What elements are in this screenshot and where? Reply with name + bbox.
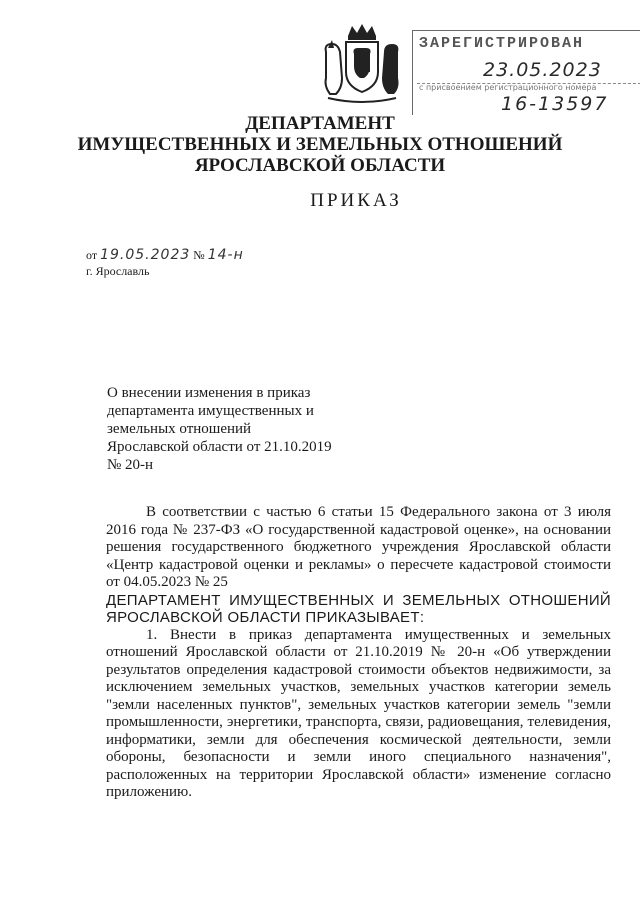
stamp-caption: с присвоением регистрационного номера <box>419 83 597 92</box>
department-header <box>0 113 640 176</box>
order-city: г. Ярославль <box>86 264 150 278</box>
from-label: от <box>86 248 98 262</box>
subject-line: Ярославской области от 21.10.2019 <box>107 439 332 455</box>
stamp-date: 23.05.2023 <box>483 59 602 81</box>
order-date: 19.05.2023 <box>100 247 191 263</box>
registration-stamp <box>412 30 640 115</box>
subject-line: департамента имущественных и <box>107 403 314 419</box>
decree-line: ДЕПАРТАМЕНТ ИМУЩЕСТВЕННЫХ И ЗЕМЕЛЬНЫХ ОТНОШЕНИЙ ЯРОСЛАВСКОЙ ОБЛАСТИ ПРИКАЗЫВАЕТ: <box>106 591 611 626</box>
subject-line: О внесении изменения в приказ <box>107 385 311 401</box>
number-label: № <box>193 248 205 262</box>
stamp-number: 16-13597 <box>501 93 609 115</box>
order-number: 14-н <box>207 247 244 263</box>
subject-line: № 20-н <box>107 457 154 473</box>
coat-of-arms-icon <box>318 22 406 108</box>
department-line-2: ИМУЩЕСТВЕННЫХ И ЗЕМЕЛЬНЫХ ОТНОШЕНИЙ <box>77 134 563 155</box>
order-body <box>106 504 611 802</box>
stamp-title: ЗАРЕГИСТРИРОВАН <box>419 35 585 52</box>
order-dateline <box>86 247 244 263</box>
item-1-paragraph: 1. Внести в приказ департамента имущественных и земельных отношений Ярославской области от 21.10.2019 № 20-н «Об утверждении результатов определения кадастровой стоимости объектов недвижимости, за исключением земельных участков, земельных участков категории земель "земли населенных пунктов", земельных участков категории земель "земли промышленности, энергетики, транспорта, связи, радиовещания, телевидения, информатики, земли для обеспечения космической деятельности, земли обороны, безопасности и земли иного специального назначения", расположенных на территории Ярославской области» изменение согласно приложению. <box>106 626 611 800</box>
document-type-title: ПРИКАЗ <box>310 190 402 211</box>
department-line-3: ЯРОСЛАВСКОЙ ОБЛАСТИ <box>194 155 446 176</box>
order-subject <box>107 384 367 474</box>
preamble-paragraph: В соответствии с частью 6 статьи 15 Федерального закона от 3 июля 2016 года № 237-ФЗ «О государственной кадастровой оценке», на основании решения государственного бюджетного учреждения Ярославской области «Центр кадастровой оценки и рекламы» о пересчете кадастровой стоимости от 04.05.2023 № 25 <box>106 504 611 590</box>
subject-line: земельных отношений <box>107 421 252 437</box>
department-line-1: ДЕПАРТАМЕНТ <box>245 113 395 134</box>
